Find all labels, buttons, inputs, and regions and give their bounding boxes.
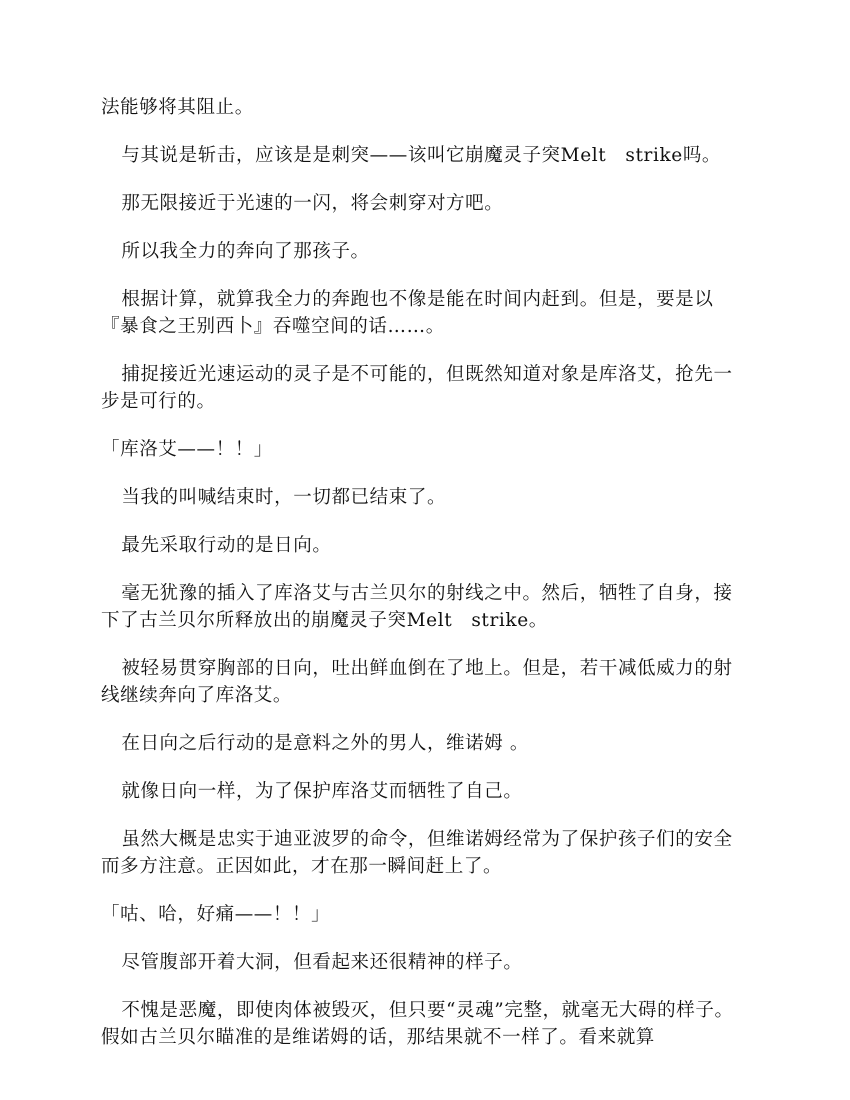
paragraph: 在日向之后行动的是意料之外的男人，维诺姆 。 [121,733,529,754]
paragraph: 虽然大概是忠实于迪亚波罗的命令，但维诺姆经常为了保护孩子们的安全而多方注意。正因如此，才在那一瞬间赶上了。 [101,829,733,877]
paragraph: 当我的叫喊结束时，一切都已结束了。 [121,487,447,508]
paragraph: 尽管腹部开着大洞，但看起来还很精神的样子。 [121,952,523,973]
dialogue-line: 「库洛艾——！！」 [101,439,273,460]
paragraph: 最先采取行动的是日向。 [121,535,332,556]
paragraph: 被轻易贯穿胸部的日向，吐出鲜血倒在了地上。但是，若干减低威力的射线继续奔向了库洛艾。 [101,658,733,706]
paragraph: 与其说是斩击，应该是是刺突——该叫它崩魔灵子突Melt strike吗。 [121,145,722,166]
paragraph: 就像日向一样，为了保护库洛艾而牺牲了自己。 [121,781,523,802]
paragraph: 毫无犹豫的插入了库洛艾与古兰贝尔的射线之中。然后，牺牲了自身，接下了古兰贝尔所释放出的崩魔灵子突Melt strike。 [101,583,733,631]
paragraph: 捕捉接近光速运动的灵子是不可能的，但既然知道对象是库洛艾，抢先一步是可行的。 [101,364,733,412]
dialogue-line: 「咕、哈，好痛——！！」 [101,904,331,925]
paragraph: 根据计算，就算我全力的奔跑也不像是能在时间内赶到。但是，要是以『暴食之王别西卜』吞噬空间的话……。 [101,289,714,337]
paragraph: 法能够将其阻止。 [101,97,254,118]
paragraph: 不愧是恶魔，即使肉体被毁灭，但只要“灵魂”完整，就毫无大碍的样子。假如古兰贝尔瞄准的是维诺姆的话，那结果就不一样了。看来就算 [101,1000,734,1048]
paragraph: 那无限接近于光速的一闪，将会刺穿对方吧。 [121,193,504,214]
document-page [101,94,749,1072]
paragraph: 所以我全力的奔向了那孩子。 [121,241,370,262]
